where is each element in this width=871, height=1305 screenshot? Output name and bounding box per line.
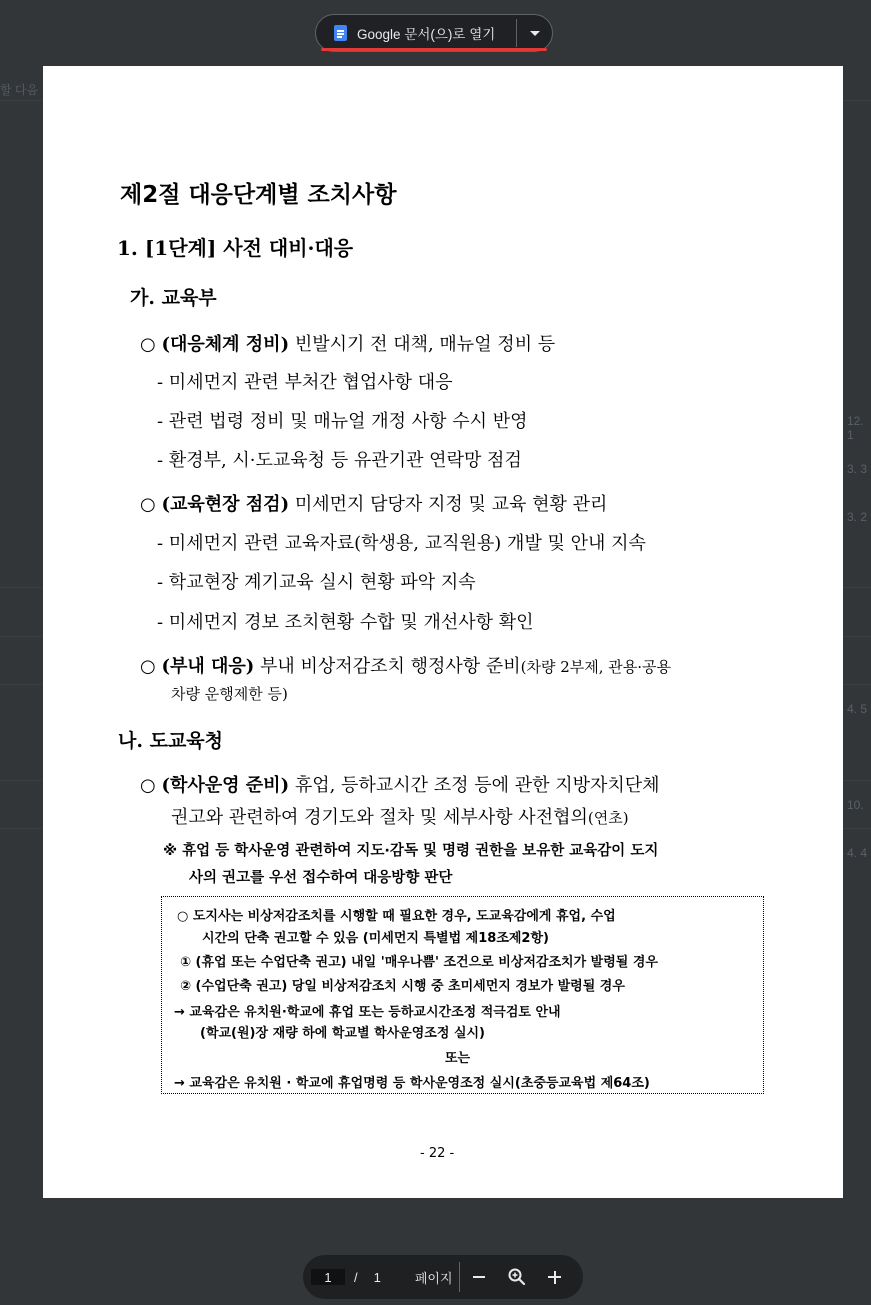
- subsection-b: 나. 도교육청: [118, 730, 223, 752]
- zoom-out-icon: [473, 1276, 485, 1278]
- item-title: (학사운영 준비): [161, 775, 290, 796]
- document-page: [43, 66, 843, 1198]
- box-line: → 교육감은 유치원·학교에 휴업 또는 등하교시간조정 적극검토 안내: [174, 1005, 561, 1020]
- box-line: → 교육감은 유치원 · 학교에 휴업명령 등 학사운영조정 실시(초중등교육법 제64조): [174, 1076, 650, 1091]
- circle-marker: ○: [140, 656, 156, 677]
- bg-text: 4. 5: [847, 702, 868, 716]
- stage-heading: 1. [1단계] 사전 대비·대응: [117, 236, 354, 260]
- open-with-label: Google 문서(으)로 열기: [357, 27, 496, 42]
- item-text: 미세먼지 담당자 지정 및 교육 현황 관리: [289, 494, 608, 515]
- item-continuation: [171, 803, 629, 829]
- bullet-item: - 미세먼지 경보 조치현황 수합 및 개선사항 확인: [157, 612, 534, 633]
- bg-text: 12. 1: [847, 414, 864, 442]
- zoom-fit-button[interactable]: [498, 1255, 536, 1299]
- item-text: 빈발시기 전 대책, 매뉴얼 정비 등: [289, 334, 556, 355]
- page-number-input[interactable]: [311, 1269, 345, 1285]
- page-separator: /: [354, 1269, 358, 1285]
- focus-underline: [321, 48, 547, 51]
- item-title: (부내 대응): [161, 656, 255, 677]
- item-text: 권고와 관련하여 경기도와 절차 및 세부사항 사전협의: [171, 807, 588, 828]
- open-with-google-docs: [315, 14, 553, 52]
- page-number: - 22 -: [420, 1146, 455, 1161]
- list-item: [140, 330, 555, 356]
- bullet-item: - 관련 법령 정비 및 매뉴얼 개정 사항 수시 반영: [157, 411, 528, 432]
- subsection-a: 가. 교육부: [130, 287, 217, 309]
- bullet-item: - 학교현장 계기교육 실시 현황 파악 지속: [157, 572, 476, 593]
- note-line: 사의 권고를 우선 접수하여 대응방향 판단: [189, 870, 453, 886]
- section-title: 제2절 대응단계별 조치사항: [120, 182, 397, 208]
- bullet-item: - 환경부, 시·도교육청 등 유관기관 연락망 점검: [157, 450, 522, 471]
- item-text: 휴업, 등하교시간 조정 등에 관한 지방자치단체: [289, 775, 660, 796]
- note-line: ※ 휴업 등 학사운영 관련하여 지도·감독 및 명령 권한을 보유한 교육감이 도지: [163, 843, 659, 859]
- box-line: 또는: [445, 1051, 471, 1066]
- bg-text: 할 다음: [0, 83, 39, 97]
- circle-marker: ○: [140, 494, 156, 515]
- zoom-fit-icon: [507, 1267, 527, 1287]
- item-continuation: 차량 운행제한 등): [171, 685, 288, 703]
- page-label: 페이지: [414, 1270, 453, 1286]
- zoom-in-button[interactable]: [536, 1255, 574, 1299]
- bg-text: 4. 4: [847, 846, 868, 860]
- box-line: (학교(원)장 재량 하에 학교별 학사운영조정 실시): [200, 1026, 485, 1041]
- box-line: ② (수업단축 권고) 당일 비상저감조치 시행 중 초미세먼지 경보가 발령될 경우: [180, 979, 625, 994]
- open-with-dropdown[interactable]: [517, 15, 552, 51]
- zoom-in-icon: [548, 1271, 561, 1284]
- zoom-out-button[interactable]: [460, 1255, 498, 1299]
- google-docs-icon: [334, 25, 347, 41]
- box-line: 시간의 단축 권고할 수 있음 (미세먼지 특별법 제18조제2항): [202, 931, 549, 946]
- box-line: ○ 도지사는 비상저감조치를 시행할 때 필요한 경우, 도교육감에게 휴업, 수업: [177, 909, 616, 924]
- item-title: (대응체계 정비): [161, 334, 290, 355]
- item-text: 부내 비상저감조치 행정사항 준비: [254, 656, 521, 677]
- total-pages: 1: [373, 1269, 381, 1285]
- chevron-down-icon: [530, 31, 540, 36]
- bullet-item: - 미세먼지 관련 부처간 협업사항 대응: [157, 372, 453, 393]
- open-with-button[interactable]: [316, 15, 516, 51]
- list-item: [140, 771, 660, 797]
- bg-text: 10.: [847, 798, 864, 812]
- circle-marker: ○: [140, 334, 156, 355]
- pdf-toolbar: [303, 1255, 583, 1299]
- list-item: [140, 652, 671, 678]
- item-note: (연초): [587, 809, 629, 827]
- item-note: (차량 2부제, 관용·공용: [520, 658, 672, 676]
- list-item: [140, 490, 607, 516]
- bg-text: 3. 2: [847, 510, 868, 524]
- bg-text: 3. 3: [847, 462, 868, 476]
- bullet-item: - 미세먼지 관련 교육자료(학생용, 교직원용) 개발 및 안내 지속: [157, 533, 646, 554]
- item-title: (교육현장 점검): [161, 494, 290, 515]
- box-line: ① (휴업 또는 수업단축 권고) 내일 '매우나쁨' 조건으로 비상저감조치가 발령될 경우: [180, 955, 658, 970]
- circle-marker: ○: [140, 775, 156, 796]
